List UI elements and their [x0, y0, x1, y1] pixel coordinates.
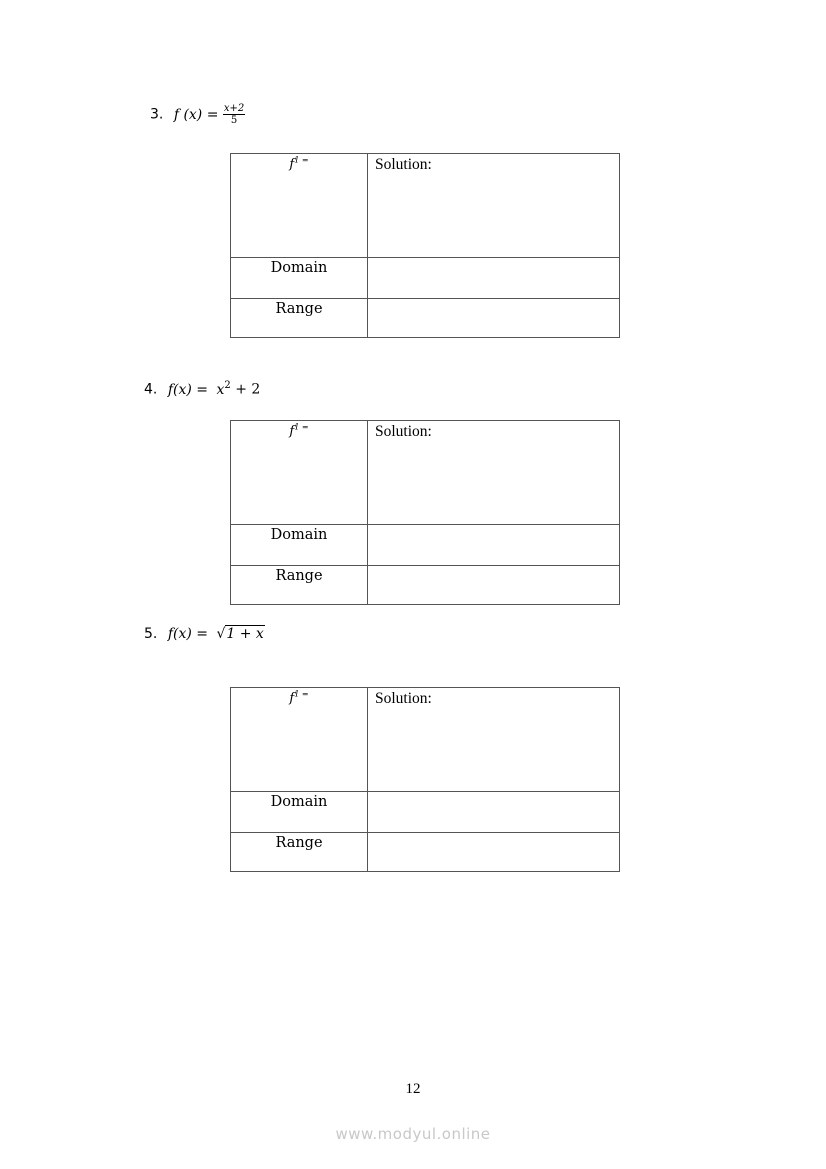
radicand: 1 + x — [226, 626, 264, 642]
inverse-function-cell — [231, 154, 368, 258]
problem-3-answer-table — [230, 153, 620, 338]
power-base: x — [216, 381, 225, 398]
problem-5-answer-table — [230, 687, 620, 872]
domain-answer-cell[interactable] — [368, 258, 620, 299]
expression-tail: + 2 — [235, 381, 261, 398]
domain-label: Domain — [231, 792, 368, 833]
radical-sign: √ — [216, 626, 226, 642]
domain-label: Domain — [231, 525, 368, 566]
square-root — [216, 626, 264, 642]
problem-5-heading — [144, 626, 265, 642]
problem-number: 3. — [150, 106, 164, 123]
range-answer-cell[interactable] — [368, 566, 620, 605]
page-number: 12 — [405, 1081, 421, 1097]
range-label: Range — [231, 566, 368, 605]
function-lhs: f(x) = — [167, 626, 208, 642]
range-answer-cell[interactable] — [368, 833, 620, 872]
function-lhs: f(x) = — [167, 381, 208, 398]
problem-3-heading — [150, 103, 245, 126]
inverse-function-label: $f^{1 =}$ — [289, 690, 309, 707]
problem-4-heading — [144, 380, 260, 398]
fraction-denominator: 5 — [230, 115, 238, 126]
problem-4-answer-table — [230, 420, 620, 605]
domain-label: Domain — [231, 258, 368, 299]
inverse-function-label: $f^{1 =}$ — [289, 156, 309, 173]
solution-cell[interactable] — [368, 154, 620, 258]
inverse-function-cell — [231, 688, 368, 792]
range-label: Range — [231, 833, 368, 872]
inverse-function-cell — [231, 421, 368, 525]
problem-number: 4. — [144, 381, 158, 398]
function-lhs: f (x) = — [173, 106, 219, 123]
inverse-function-label: $f^{1 =}$ — [289, 423, 309, 440]
range-answer-cell[interactable] — [368, 299, 620, 338]
domain-answer-cell[interactable] — [368, 525, 620, 566]
solution-cell[interactable] — [368, 688, 620, 792]
solution-label: Solution: — [375, 690, 432, 707]
solution-label: Solution: — [375, 423, 432, 440]
range-label: Range — [231, 299, 368, 338]
power-exponent: 2 — [224, 380, 231, 391]
problem-number: 5. — [144, 626, 158, 642]
watermark: www.modyul.online — [335, 1125, 491, 1143]
solution-label: Solution: — [375, 156, 432, 173]
domain-answer-cell[interactable] — [368, 792, 620, 833]
fraction — [223, 103, 245, 126]
fraction-numerator: x+2 — [223, 103, 245, 114]
solution-cell[interactable] — [368, 421, 620, 525]
